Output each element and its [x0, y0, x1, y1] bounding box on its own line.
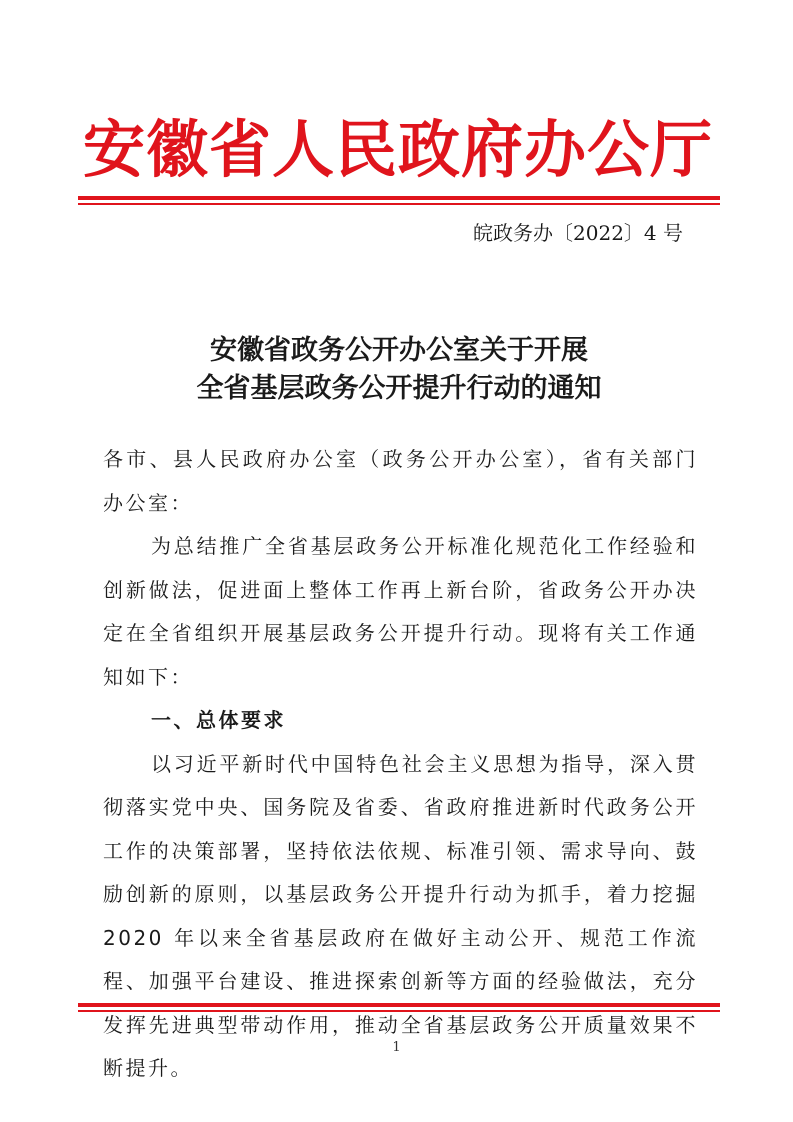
issuer-masthead: 安徽省人民政府办公厅 [82, 113, 713, 186]
paragraph-general-requirements: 以习近平新时代中国特色社会主义思想为指导，深入贯彻落实党中央、国务院及省委、省政府推进新时代政务公开工作的决策部署，坚持依法依规、标准引领、需求导向、鼓励创新的原则，以基层政务公开提升行动为抓手，着力挖掘 2020 年以来全省基层政府在做好主动公开、规范工作流程、加强平台建设、推进探索创新等方面的经验做法，充分发挥先进典型带动作用，推动全省基层政务公开质量效果不断提升。 [103, 751, 698, 1080]
masthead-rule-thin [78, 203, 720, 205]
masthead-rule-thick [78, 196, 720, 200]
page-number: 1 [392, 1040, 401, 1055]
addressee: 各市、县人民政府办公室（政务公开办公室），省有关部门办公室： [103, 447, 698, 515]
title-line-2: 全省基层政务公开提升行动的通知 [196, 373, 602, 404]
title-line-1: 安徽省政务公开办公室关于开展 [210, 335, 588, 366]
section-heading: 一、总体要求 [151, 708, 286, 732]
footer-rule-thin [78, 1010, 720, 1012]
document-body [103, 438, 698, 1091]
footer-rule-thick [78, 1003, 720, 1007]
document-number: 皖政务办〔2022〕4 号 [473, 221, 683, 245]
paragraph-intro: 为总结推广全省基层政务公开标准化规范化工作经验和创新做法，促进面上整体工作再上新台阶，省政务公开办决定在全省组织开展基层政务公开提升行动。现将有关工作通知如下： [103, 534, 698, 689]
